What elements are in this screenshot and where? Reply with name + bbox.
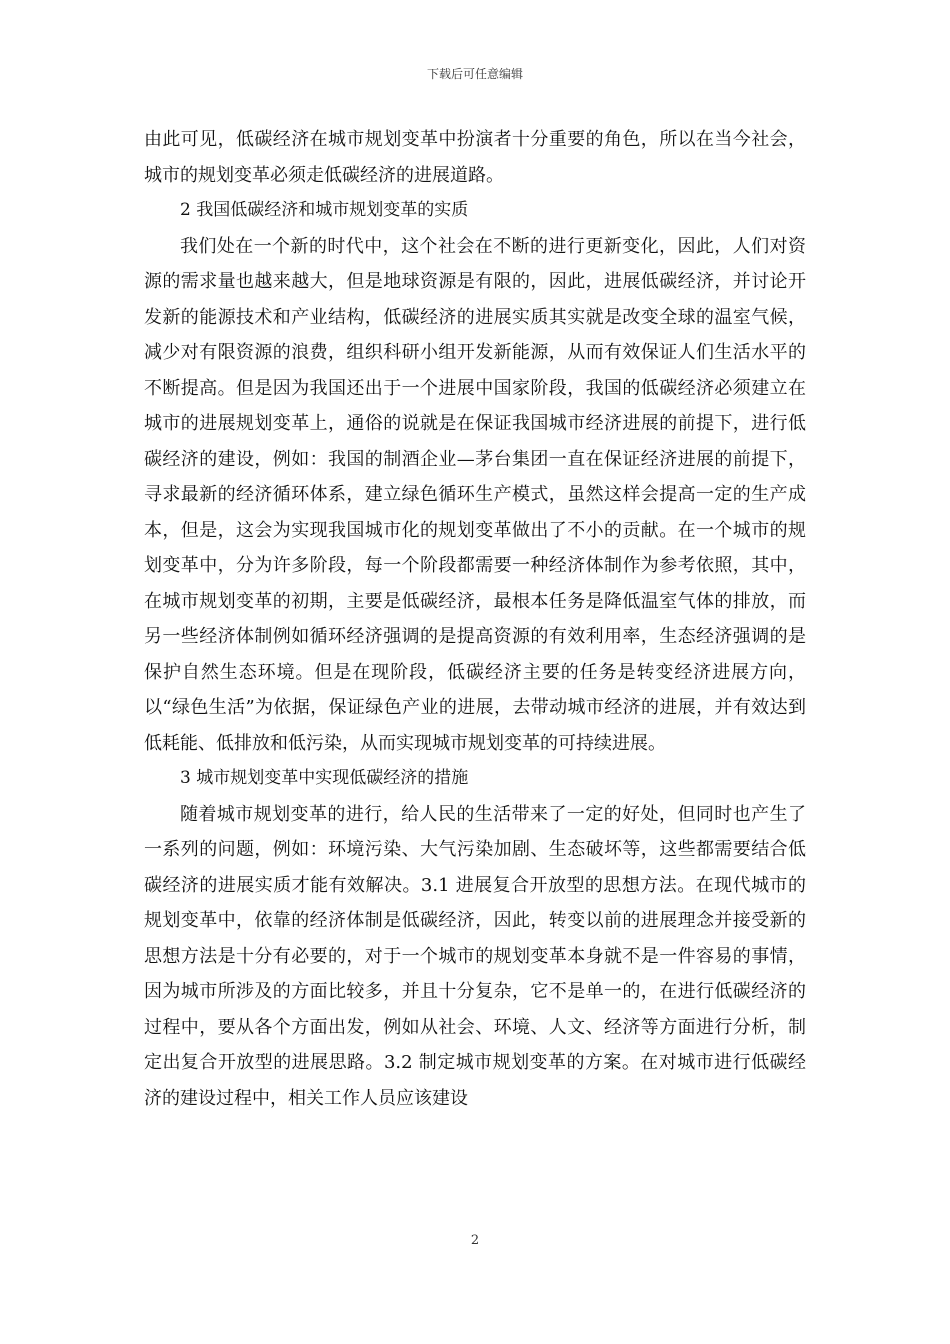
paragraph-section-3: 随着城市规划变革的进行，给人民的生活带来了一定的好处，但同时也产生了一系列的问题，例如：环境污染、大气污染加剧、生态破坏等，这些都需要结合低碳经济的进展实质才能有效解决。3.1 进展复合开放型的思想方法。在现代城市的规划变革中，依靠的经济体制是低碳经济，因此，转变以前的进展理念并接受新的思想方法是十分有必要的，对于一个城市的规划变革本身就不是一件容易的事情，因为城市所涉及的方面比较多，并且十分复杂，它不是单一的，在进行低碳经济的过程中，要从各个方面出发，例如从社会、环境、人文、经济等方面进行分析，制定出复合开放型的进展思路。3.2 制定城市规划变革的方案。在对城市进行低碳经济的建设过程中，相关工作人员应该建设 xyxy=(144,803,806,1109)
section-heading-2: 2 我国低碳经济和城市规划变革的实质 xyxy=(180,200,469,220)
paragraph-continued: 由此可见，低碳经济在城市规划变革中扮演者十分重要的角色，所以在当今社会，城市的规划变革必须走低碳经济的进展道路。 xyxy=(144,129,806,186)
paragraph-section-2: 我们处在一个新的时代中，这个社会在不断的进行更新变化，因此，人们对资源的需求量也越来越大，但是地球资源是有限的，因此，进展低碳经济，并讨论开发新的能源技术和产业结构，低碳经济的进展实质其实就是改变全球的温室气候，减少对有限资源的浪费，组织科研小组开发新能源，从而有效保证人们生活水平的不断提高。但是因为我国还出于一个进展中国家阶段，我国的低碳经济必须建立在城市的进展规划变革上，通俗的说就是在保证我国城市经济进展的前提下，进行低碳经济的建设，例如：我国的制酒企业—茅台集团一直在保证经济进展的前提下，寻求最新的经济循环体系，建立绿色循环生产模式，虽然这样会提高一定的生产成本，但是，这会为实现我国城市化的规划变革做出了不小的贡献。在一个城市的规划变革中，分为许多阶段，每一个阶段都需要一种经济体制作为参考依照，其中，在城市规划变革的初期，主要是低碳经济，最根本任务是降低温室气体的排放，而另一些经济体制例如循环经济强调的是提高资源的有效利用率，生态经济强调的是保护自然生态环境。但是在现阶段，低碳经济主要的任务是转变经济进展方向，以“绿色生活”为依据，保证绿色产业的进展，去带动城市经济的进展，并有效达到低耗能、低排放和低污染，从而实现城市规划变革的可持续进展。 xyxy=(144,235,806,754)
page-number: 2 xyxy=(470,1233,480,1248)
section-heading-3: 3 城市规划变革中实现低碳经济的措施 xyxy=(180,768,469,788)
page-header: 下载后可任意编辑 xyxy=(426,67,523,81)
document-body xyxy=(144,122,806,1116)
